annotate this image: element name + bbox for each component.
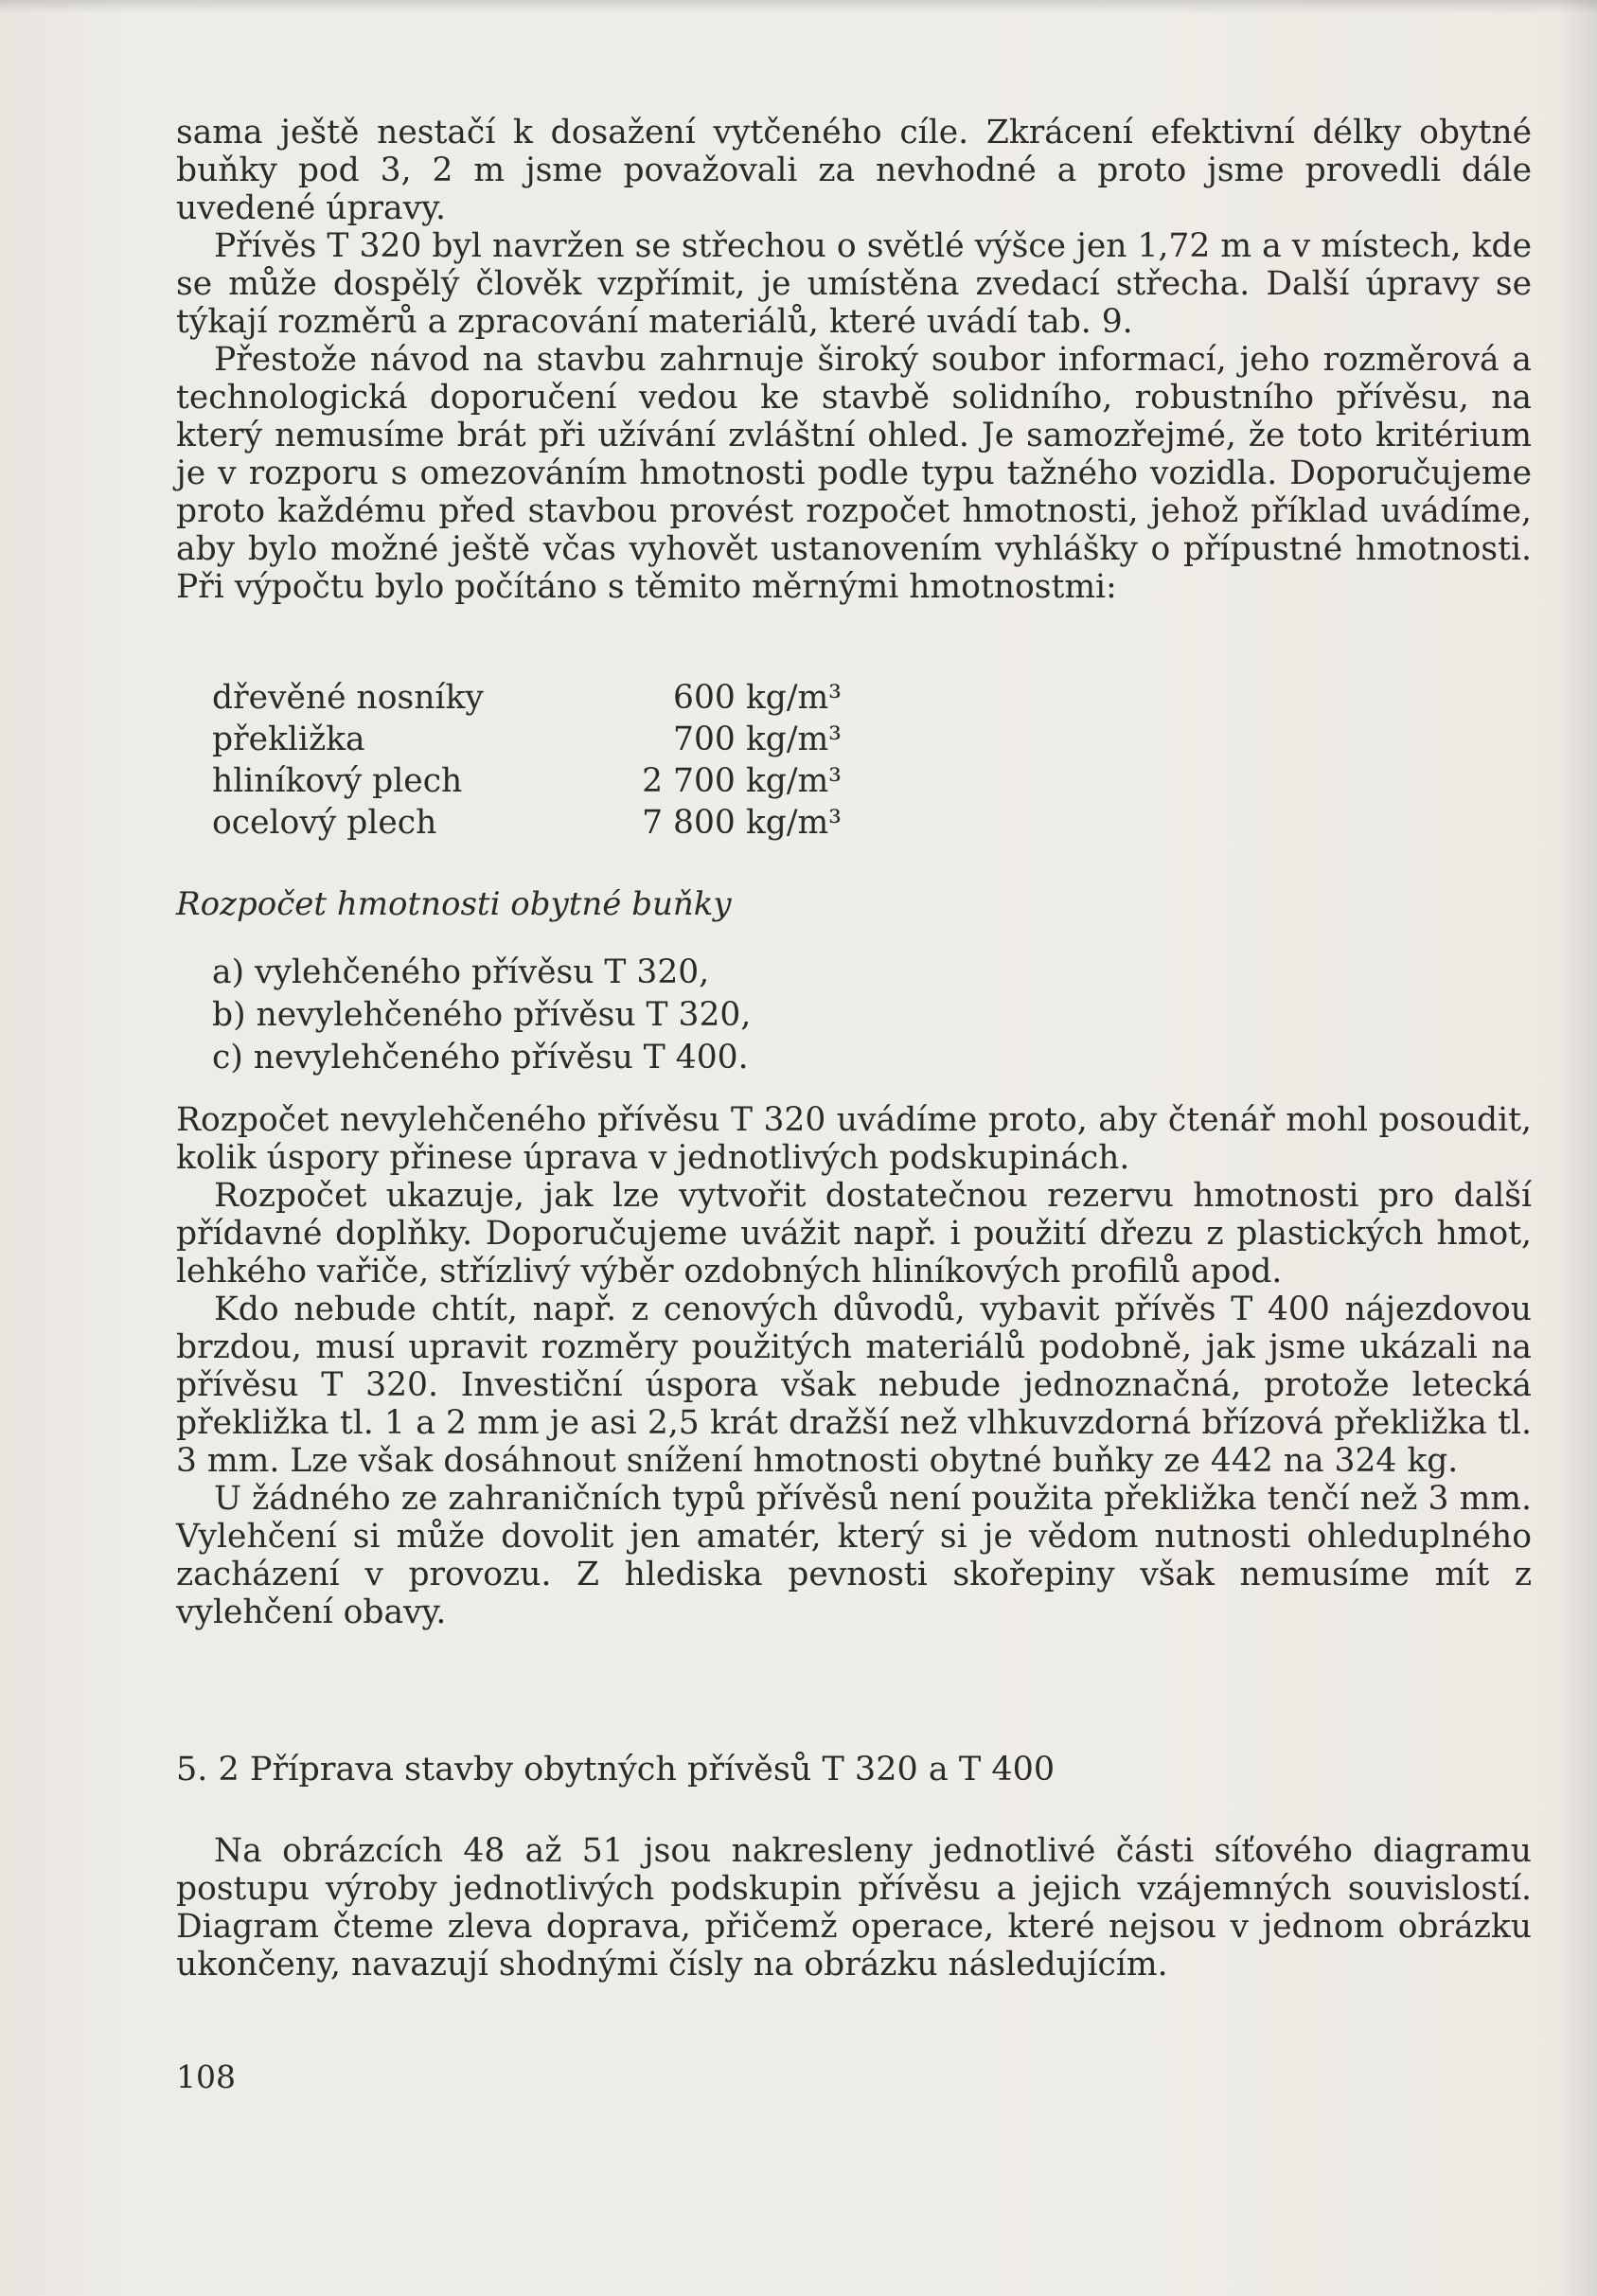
section-heading: 5. 2 Příprava stavby obytných přívěsů T 320 a T 400 [176, 1751, 1056, 1789]
density-row [212, 677, 842, 719]
budget-list [212, 952, 751, 1079]
density-material: ocelový plech [212, 804, 437, 842]
density-row [212, 802, 842, 844]
page-number: 108 [176, 2058, 236, 2095]
bottom-text-block [176, 1832, 1532, 1984]
paragraph-network-diagram: Na obrázcích 48 až 51 jsou nakresleny jednotlivé části síťového diagramu postupu výroby jednotlivých podskupin přívěsu a jejich vzájemných souvislostí. Diagram čteme zleva doprava, přičemž operace, které nejsou v jednom obrázku ukončeny, navazují shodnými čísly na obrázku následujícím. [176, 1832, 1532, 1984]
paragraph-reserve: Rozpočet ukazuje, jak lze vytvořit dostatečnou rezervu hmotnosti pro další přídavné doplňky. Doporučujeme uvážit např. i použití dřezu z plastických hmot, lehkého vařiče, střízlivý výběr ozdobných hliníkových profilů apod. [176, 1177, 1532, 1290]
density-row [212, 719, 842, 760]
paragraph-unlightened: Rozpočet nevylehčeného přívěsu T 320 uvádíme proto, aby čtenář mohl posoudit, kolik úspory přinese úprava v jednotlivých podskupinách. [176, 1101, 1532, 1177]
intro-text-block [176, 114, 1532, 606]
density-material: hliníkový plech [212, 762, 463, 800]
paragraph-foreign-types: U žádného ze zahraničních typů přívěsů není použita překližka tenčí než 3 mm. Vylehčení si může dovolit jen amatér, který si je vědom nutnosti ohleduplného zacházení v provozu. Z hlediska pevnosti skořepiny však nemusíme mít z vylehčení obavy. [176, 1480, 1532, 1631]
density-value: 7 800 kg/m³ [642, 804, 842, 842]
page-gutter-shadow [1559, 0, 1597, 2296]
paragraph-brake: Kdo nebude chtít, např. z cenových důvodů, vybavit přívěs T 400 nájezdovou brzdou, musí upravit rozměry použitých materiálů podobně, jak jsme ukázali na přívěsu T 320. Investiční úspora však nebude jednoznačná, protože letecká překližka tl. 1 a 2 mm je asi 2,5 krát dražší než vlhkuvzdorná břízová překližka tl. 3 mm. Lze však dosáhnout snížení hmotnosti obytné buňky ze 442 na 324 kg. [176, 1290, 1532, 1480]
density-material: překližka [212, 721, 365, 758]
density-value: 2 700 kg/m³ [642, 762, 842, 800]
paragraph-weight-budget: Přestože návod na stavbu zahrnuje široký soubor informací, jeho rozměrová a technologická doporučení vedou ke stavbě solidního, robustního přívěsu, na který nemusíme brát při užívání zvláštní ohled. Je samozřejmé, že toto kritérium je v rozporu s omezováním hmotnosti podle typu tažného vozidla. Doporučujeme proto každému před stavbou provést rozpočet hmotnosti, jehož příklad uvádíme, aby bylo možné ještě včas vyhovět ustanovením vyhlášky o přípustné hmotnosti. Při výpočtu bylo počítáno s těmito měrnými hmotnostmi: [176, 341, 1532, 606]
middle-text-block [176, 1101, 1532, 1631]
paragraph-continuation: sama ještě nestačí k dosažení vytčeného cíle. Zkrácení efektivní délky obytné buňky pod 3, 2 m jsme považovali za nevhodné a proto jsme provedli dále uvedené úpravy. [176, 114, 1532, 227]
list-item: c) nevylehčeného přívěsu T 400. [212, 1039, 749, 1077]
density-row [212, 760, 842, 802]
list-item: a) vylehčeného přívěsu T 320, [212, 953, 710, 991]
budget-subheading: Rozpočet hmotnosti obytné buňky [176, 885, 732, 923]
page-top-shadow [0, 0, 1597, 13]
list-item: b) nevylehčeného přívěsu T 320, [212, 996, 752, 1034]
paragraph-roof: Přívěs T 320 byl navržen se střechou o světlé výšce jen 1,72 m a v místech, kde se může dospělý člověk vzpřímit, je umístěna zvedací střecha. Další úpravy se týkají rozměrů a zpracování materiálů, které uvádí tab. 9. [176, 227, 1532, 341]
density-value: 600 kg/m³ [673, 679, 842, 717]
density-material: dřevěné nosníky [212, 679, 484, 717]
density-table [212, 677, 842, 844]
density-value: 700 kg/m³ [673, 721, 842, 758]
